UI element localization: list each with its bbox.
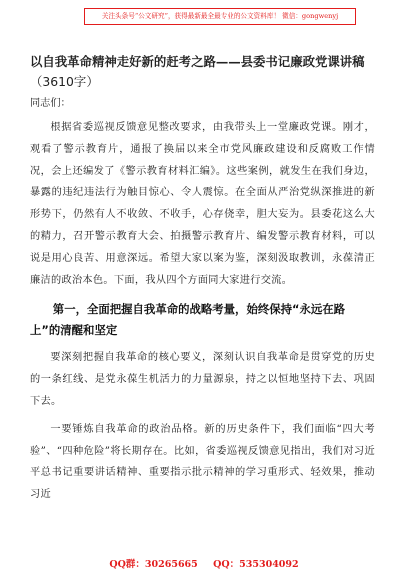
promo-banner: 关注头条号“公文研究”，获得最新最全最专业的公文资料库！ 微信：gongwenyj — [84, 8, 356, 25]
intro-paragraph: 根据省委巡视反馈意见整改要求，由我带头上一堂廉政党课。刚才，观看了警示教育片，通报了换届以来全市党风廉政建设和反腐败工作情况，会上还编发了《警示教育材料汇编》。这些案例，就发生在我们身边，暴露的违纪违法行为触目惊心、令人震惊。在全面从严治党纵深推进的新形势下，仍然有人不收敛、不收手，心存侥幸，胆大妄为。县委花这么大的精力，召开警示教育大会、拍摄警示教育片、编发警示教育材料，可以说是用心良苦、用意深远。希望大家以案为鉴，深刻汲取教训，永葆清正廉洁的政治本色。下面，我从四个方面同大家进行交流。 — [30, 122, 375, 286]
salutation: 同志们： — [30, 98, 71, 109]
section-1-heading: 第一，全面把握自我革命的战略考量，始终保持“永远在路上”的清醒和坚定 — [30, 302, 346, 338]
document-title: 以自我革命精神走好新的赶考之路——县委书记廉政党课讲稿（3610字） — [30, 54, 365, 89]
section-1-paragraph: 要深刻把握自我革命的核心要义，深刻认识自我革命是贯穿党的历史的一条红线、是党永葆生机活力的力量源泉，持之以恒地坚持下去、巩固下去。 — [30, 352, 375, 407]
word-count: （3610字） — [30, 74, 99, 89]
qq-group-number: QQ群：30265665 — [109, 559, 198, 570]
document-page — [30, 30, 375, 506]
contact-footer — [0, 556, 408, 570]
qq-number: QQ：535304092 — [213, 559, 299, 570]
section-1-paragraph: 一要锤炼自我革命的政治品格。新的历史条件下，我们面临“四大考验”、“四种危险”将长期存在。比如，省委巡视反馈意见指出，我们对习近平总书记重要讲话精神、重要指示批示精神的学习重形式、轻效果，推动习近 — [30, 423, 375, 501]
